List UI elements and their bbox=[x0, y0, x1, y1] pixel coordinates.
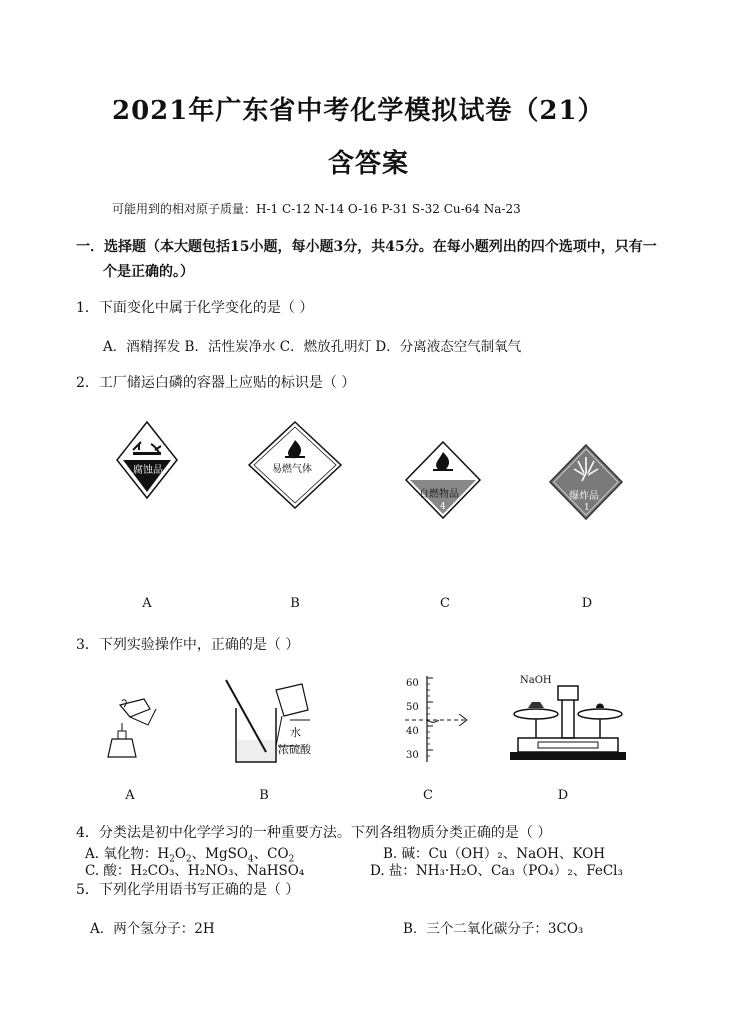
tick-label: 40 bbox=[406, 726, 419, 737]
q3-label-b: B bbox=[259, 788, 269, 803]
section-heading: 一．选择题（本大题包括15小题，每小题3分，共45分。在每小题列出的四个选项中，只有一 bbox=[76, 239, 657, 255]
question-4-option-a: A. 氧化物：$H_2O_2$、MgSO$_4$、$CO_2$ bbox=[85, 846, 295, 865]
q4-a-part: O bbox=[174, 846, 186, 862]
alcohol-lamp-icon bbox=[100, 695, 160, 765]
question-4-stem: 4．分类法是初中化学学习的一种重要方法。下列各组物质分类正确的是（ ） bbox=[76, 825, 552, 841]
q3-c-ticks bbox=[406, 672, 419, 768]
q3-b-acid-label: 浓硫酸 bbox=[278, 743, 311, 756]
q2-label-a: A bbox=[142, 596, 152, 611]
question-5-option-b: B．三个二氧化碳分子：3CO₃ bbox=[403, 921, 584, 937]
sign-c-number: 4 bbox=[440, 502, 446, 512]
question-5-stem: 5．下列化学用语书写正确的是（ ） bbox=[76, 882, 300, 898]
dilution-beaker-icon bbox=[222, 680, 332, 770]
question-1-options: A．酒精挥发 B．活性炭净水 C．燃放孔明灯 D．分离液态空气制氧气 bbox=[103, 339, 522, 355]
question-3-stem: 3．下列实验操作中，正确的是（ ） bbox=[76, 637, 300, 653]
section-heading-cont: 个是正确的。） bbox=[103, 264, 194, 280]
sign-d-text: 爆炸品 bbox=[569, 491, 599, 502]
q4-a-part: A. 氧化物：H bbox=[85, 846, 170, 862]
question-1-stem: 1．下面变化中属于化学变化的是（ ） bbox=[76, 300, 314, 316]
balance-scale-icon bbox=[508, 680, 628, 766]
q3-d-naoh-label: NaOH bbox=[520, 675, 552, 686]
sign-a-text: 腐蚀品 bbox=[133, 465, 163, 476]
q3-b-water-label: 水 bbox=[290, 726, 301, 739]
tick-label: 60 bbox=[406, 678, 419, 689]
question-4-option-c: C. 酸：H₂CO₃、H₂NO₃、NaHSO₄ bbox=[85, 863, 305, 879]
sign-d-number: 1 bbox=[584, 503, 590, 513]
page-subtitle: 含答案 bbox=[328, 149, 410, 179]
q2-label-b: B bbox=[290, 596, 300, 611]
sign-b-text: 易燃气体 bbox=[272, 464, 312, 475]
q2-label-c: C bbox=[440, 596, 450, 611]
q3-label-c: C bbox=[423, 788, 433, 803]
tick-label: 30 bbox=[406, 750, 419, 761]
question-4-option-d: D. 盐：NH₃·H₂O、Ca₃（PO₄）₂、FeCl₃ bbox=[370, 863, 623, 879]
q4-a-part: 、CO bbox=[253, 846, 289, 862]
atomic-masses: 可能用到的相对原子质量：H-1 C-12 N-14 O-16 P-31 S-32 Cu-64 Na-23 bbox=[112, 202, 521, 216]
sign-c-text: 自燃物品 bbox=[419, 489, 459, 500]
q4-a-part: 、MgSO bbox=[191, 846, 248, 862]
question-2-stem: 2．工厂储运白磷的容器上应贴的标识是（ ） bbox=[76, 375, 356, 391]
q2-label-d: D bbox=[581, 596, 593, 611]
q3-label-d: D bbox=[557, 788, 569, 803]
q3-label-a: A bbox=[125, 788, 135, 803]
page-title: 2021年广东省中考化学模拟试卷（21） bbox=[112, 96, 605, 126]
question-4-option-b: B. 碱：Cu（OH）₂、NaOH、KOH bbox=[383, 846, 606, 862]
question-5-option-a: A．两个氢分子：2H bbox=[90, 921, 215, 937]
tick-label: 50 bbox=[406, 702, 419, 713]
